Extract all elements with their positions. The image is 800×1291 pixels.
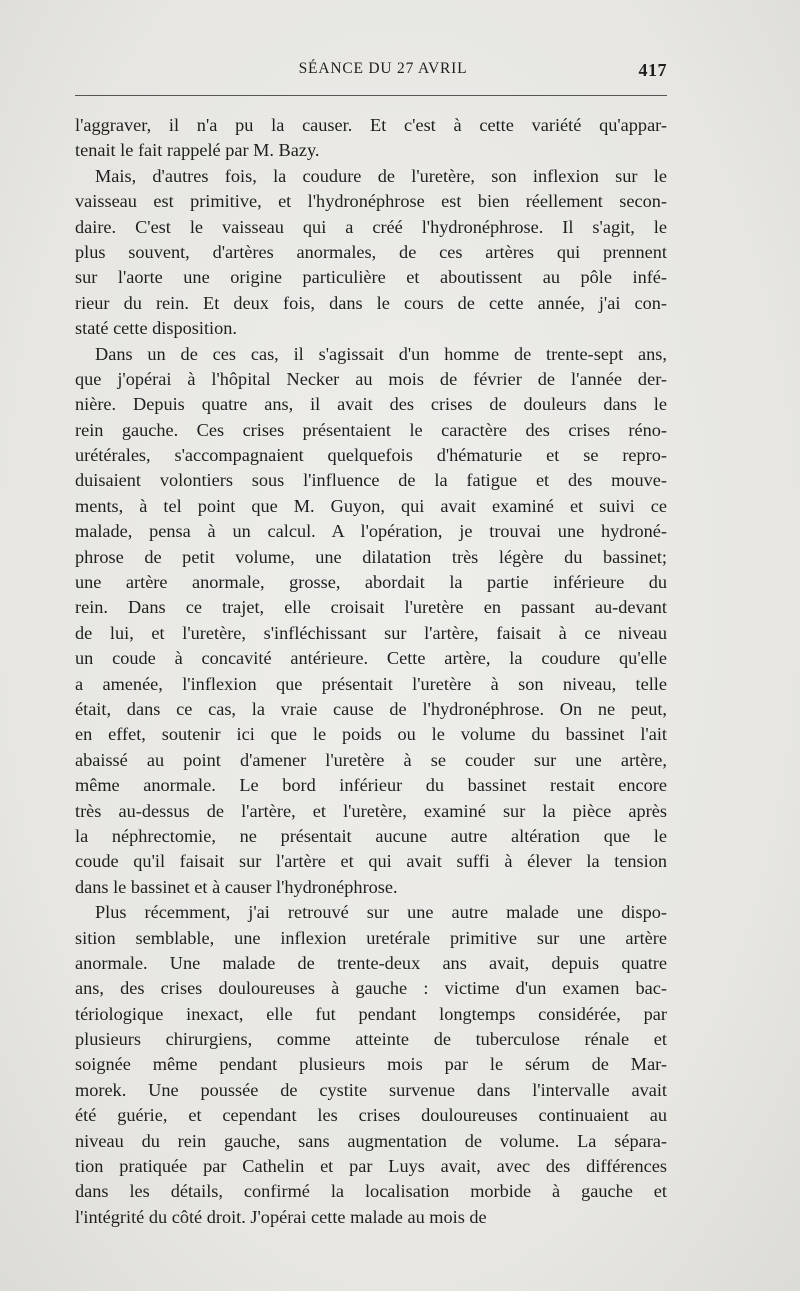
text-line: tériologique inexact, elle fut pendant longtemps considérée, par: [75, 1003, 667, 1024]
text-line: la néphrectomie, ne présentait aucune autre altération que le: [75, 825, 667, 846]
text-line: sur l'aorte une origine particulière et aboutissent au pôle infé-: [75, 267, 667, 288]
text-line: Dans un de ces cas, il s'agissait d'un homme de trente-sept ans,: [95, 343, 667, 364]
text-line: était, dans ce cas, la vraie cause de l'hydronéphrose. On ne peut,: [75, 698, 667, 719]
text-line: abaissé au point d'amener l'uretère à se couder sur une artère,: [75, 749, 667, 770]
text-line: plus souvent, d'artères anormales, de ces artères qui prennent: [75, 241, 667, 262]
text-line: urétérales, s'accompagnaient quelquefois d'hématurie et se repro-: [75, 445, 667, 466]
running-head: SÉANCE DU 27 AVRIL: [298, 60, 468, 77]
paragraph: [75, 164, 667, 342]
text-line: a amenée, l'inflexion que présentait l'uretère à son niveau, telle: [75, 673, 667, 694]
text-line: tion pratiquée par Cathelin et par Luys avait, avec des différences: [75, 1156, 667, 1177]
text-line: sition semblable, une inflexion uretérale primitive sur une artère: [75, 927, 667, 948]
text-line: vaisseau est primitive, et l'hydronéphrose est bien réellement secon-: [75, 191, 667, 212]
text-line: malade, pensa à un calcul. A l'opération, je trouvai une hydroné-: [75, 521, 667, 542]
header-rule: [75, 95, 667, 96]
text-line: ments, à tel point que M. Guyon, qui avait examiné et suivi ce: [75, 495, 667, 516]
page-header: [75, 60, 667, 82]
text-line: rein. Dans ce trajet, elle croisait l'uretère en passant au-devant: [75, 597, 667, 618]
text-line: tenait le fait rappelé par M. Bazy.: [75, 140, 320, 161]
text-line: que j'opérai à l'hôpital Necker au mois de février de l'année der-: [75, 368, 667, 389]
text-line: soignée même pendant plusieurs mois par le sérum de Mar-: [75, 1054, 667, 1075]
text-line: de lui, et l'uretère, s'infléchissant sur l'artère, faisait à ce niveau: [75, 622, 667, 643]
page-number: 417: [638, 60, 667, 80]
text-line: duisaient volontiers sous l'influence de la fatigue et des mouve-: [75, 470, 667, 491]
text-line: dans le bassinet et à causer l'hydronéphrose.: [75, 876, 398, 897]
text-line: niveau du rein gauche, sans augmentation de volume. La sépara-: [75, 1130, 667, 1151]
text-line: très au-dessus de l'artère, et l'uretère, examiné sur la pièce après: [75, 800, 667, 821]
text-line: daire. C'est le vaisseau qui a créé l'hydronéphrose. Il s'agit, le: [75, 216, 667, 237]
paragraph: [75, 113, 667, 164]
text-line: staté cette disposition.: [75, 318, 237, 339]
text-line: anormale. Une malade de trente-deux ans avait, depuis quatre: [75, 952, 667, 973]
text-line: même anormale. Le bord inférieur du bassinet restait encore: [75, 775, 667, 796]
text-line: rieur du rein. Et deux fois, dans le cours de cette année, j'ai con-: [75, 292, 667, 313]
text-line: une artère anormale, grosse, abordait la partie inférieure du: [75, 572, 667, 593]
text-line: dans les détails, confirmé la localisation morbide à gauche et: [75, 1181, 667, 1202]
text-line: en effet, soutenir ici que le poids ou le volume du bassinet l'ait: [75, 724, 667, 745]
text-line: coude qu'il faisait sur l'artère et qui avait suffi à élever la tension: [75, 851, 667, 872]
text-line: un coude à concavité antérieure. Cette artère, la coudure qu'elle: [75, 648, 667, 669]
text-line: phrose de petit volume, une dilatation très légère du bassinet;: [75, 546, 667, 567]
body-text: [75, 113, 667, 1230]
text-line: Mais, d'autres fois, la coudure de l'uretère, son inflexion sur le: [95, 165, 667, 186]
text-line: ans, des crises douloureuses à gauche : victime d'un examen bac-: [75, 978, 667, 999]
text-line: rein gauche. Ces crises présentaient le caractère des crises réno-: [75, 419, 667, 440]
text-line: l'aggraver, il n'a pu la causer. Et c'est à cette variété qu'appar-: [75, 115, 667, 135]
text-line: Plus récemment, j'ai retrouvé sur une autre malade une dispo-: [95, 902, 667, 923]
text-line: l'intégrité du côté droit. J'opérai cette malade au mois de: [75, 1206, 487, 1227]
text-line: été guérie, et cependant les crises douloureuses continuaient au: [75, 1105, 667, 1126]
text-line: nière. Depuis quatre ans, il avait des crises de douleurs dans le: [75, 394, 667, 415]
paragraph: [75, 342, 667, 901]
paragraph: [75, 900, 667, 1230]
text-line: morek. Une poussée de cystite survenue dans l'intervalle avait: [75, 1079, 667, 1100]
text-line: plusieurs chirurgiens, comme atteinte de tuberculose rénale et: [75, 1029, 667, 1050]
